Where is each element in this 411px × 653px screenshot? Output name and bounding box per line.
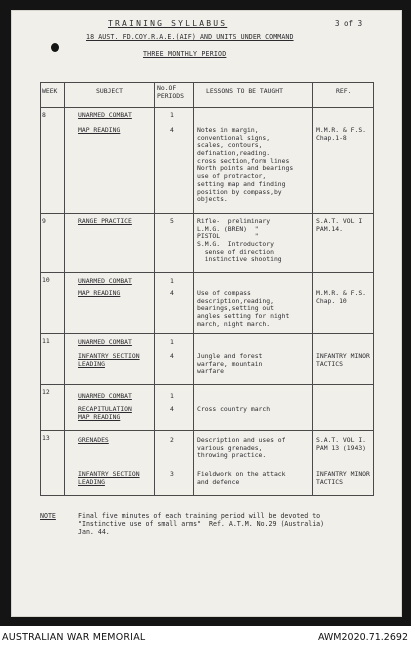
subject-cell: RANGE PRACTICE xyxy=(78,217,132,225)
subject-cell: MAP READING xyxy=(78,126,121,134)
periods-cell: 4 xyxy=(170,289,174,297)
subject-cell: INFANTRY SECTION LEADING xyxy=(78,470,140,486)
subject-cell: INFANTRY SECTION LEADING xyxy=(78,352,140,368)
periods-cell: 1 xyxy=(170,277,174,285)
header-week: WEEK xyxy=(42,87,58,95)
week-number: 11 xyxy=(42,337,50,345)
table-top-rule xyxy=(40,82,373,83)
lessons-cell: Fieldwork on the attack and defence xyxy=(197,470,286,486)
header-subject: SUBJECT xyxy=(96,87,123,95)
row-divider xyxy=(40,384,373,385)
archive-credit: AUSTRALIAN WAR MEMORIAL xyxy=(2,632,146,643)
column-divider xyxy=(154,82,155,496)
ref-cell: M.M.R. & F.S. Chap. 10 xyxy=(316,289,367,305)
column-divider xyxy=(373,82,374,496)
subject-cell: UNARMED COMBAT xyxy=(78,392,132,400)
periods-cell: 1 xyxy=(170,338,174,346)
row-divider xyxy=(40,430,373,431)
period-heading: THREE MONTHLY PERIOD xyxy=(143,50,227,58)
column-divider xyxy=(64,82,65,496)
row-divider xyxy=(40,272,373,273)
lessons-cell: Rifle- preliminary L.M.G. (BREN) " PISTOL " S.M.G. Introductory sense of direction instinctive shooting xyxy=(197,217,282,264)
page-number: 3 of 3 xyxy=(335,19,363,28)
periods-cell: 4 xyxy=(170,352,174,360)
periods-cell: 1 xyxy=(170,111,174,119)
column-divider xyxy=(40,82,41,496)
periods-cell: 4 xyxy=(170,405,174,413)
row-divider xyxy=(40,213,373,214)
document-title: TRAINING SYLLABUS xyxy=(108,19,228,28)
punch-hole xyxy=(51,43,59,52)
note-label: NOTE xyxy=(40,512,56,520)
subject-cell: GRENADES xyxy=(78,436,109,444)
accession-number: AWM2020.71.2692 xyxy=(317,632,408,643)
row-divider xyxy=(40,495,373,496)
ref-cell: INFANTRY MINOR TACTICS xyxy=(316,352,370,368)
column-divider xyxy=(193,82,194,496)
lessons-cell: Jungle and forest warfare, mountain warfare xyxy=(197,352,263,376)
note-text: Final five minutes of each training period will be devoted to "Instinctive use of small arms" Ref. A.T.M. No.29 (Australia) Jan. 44. xyxy=(78,512,325,536)
subject-cell: RECAPITULATION MAP READING xyxy=(78,405,132,421)
lessons-cell: Description and uses of various grenades, throwing practice. xyxy=(197,436,286,460)
periods-cell: 4 xyxy=(170,126,174,134)
row-divider xyxy=(40,333,373,334)
week-number: 8 xyxy=(42,111,46,119)
unit-heading: 18 AUST. FD.COY.R.A.E.(AIF) AND UNITS UNDER COMMAND xyxy=(86,33,294,41)
week-number: 12 xyxy=(42,388,50,396)
week-number: 13 xyxy=(42,434,50,442)
subject-cell: MAP READING xyxy=(78,289,121,297)
column-divider xyxy=(312,82,313,496)
lessons-cell: Notes in margin, conventional signs, scales, contours, defination,reading. cross section,form lines North points and bearings use of protractor, setting map and finding position by compass,by objects. xyxy=(197,126,294,204)
ref-cell: INFANTRY MINOR TACTICS xyxy=(316,470,370,486)
header-periods: No.OF PERIODS xyxy=(157,84,184,100)
header-lessons: LESSONS TO BE TAUGHT xyxy=(206,87,283,95)
week-number: 10 xyxy=(42,276,50,284)
lessons-cell: Cross country march xyxy=(197,405,271,413)
header-bottom-rule xyxy=(40,107,373,108)
periods-cell: 3 xyxy=(170,470,174,478)
ref-cell: M.M.R. & F.S. Chap.1-8 xyxy=(316,126,367,142)
periods-cell: 5 xyxy=(170,217,174,225)
periods-cell: 2 xyxy=(170,436,174,444)
subject-cell: UNARMED COMBAT xyxy=(78,111,132,119)
subject-cell: UNARMED COMBAT xyxy=(78,338,132,346)
header-ref: REF. xyxy=(336,87,352,95)
ref-cell: S.A.T. VOL I PAM.14. xyxy=(316,217,363,233)
ref-cell: S.A.T. VOL I. PAM 13 (1943) xyxy=(316,436,367,452)
subject-cell: UNARMED COMBAT xyxy=(78,277,132,285)
periods-cell: 1 xyxy=(170,392,174,400)
lessons-cell: Use of compass description,reading, bearings,setting out angles setting for night march, night march. xyxy=(197,289,290,328)
week-number: 9 xyxy=(42,217,46,225)
